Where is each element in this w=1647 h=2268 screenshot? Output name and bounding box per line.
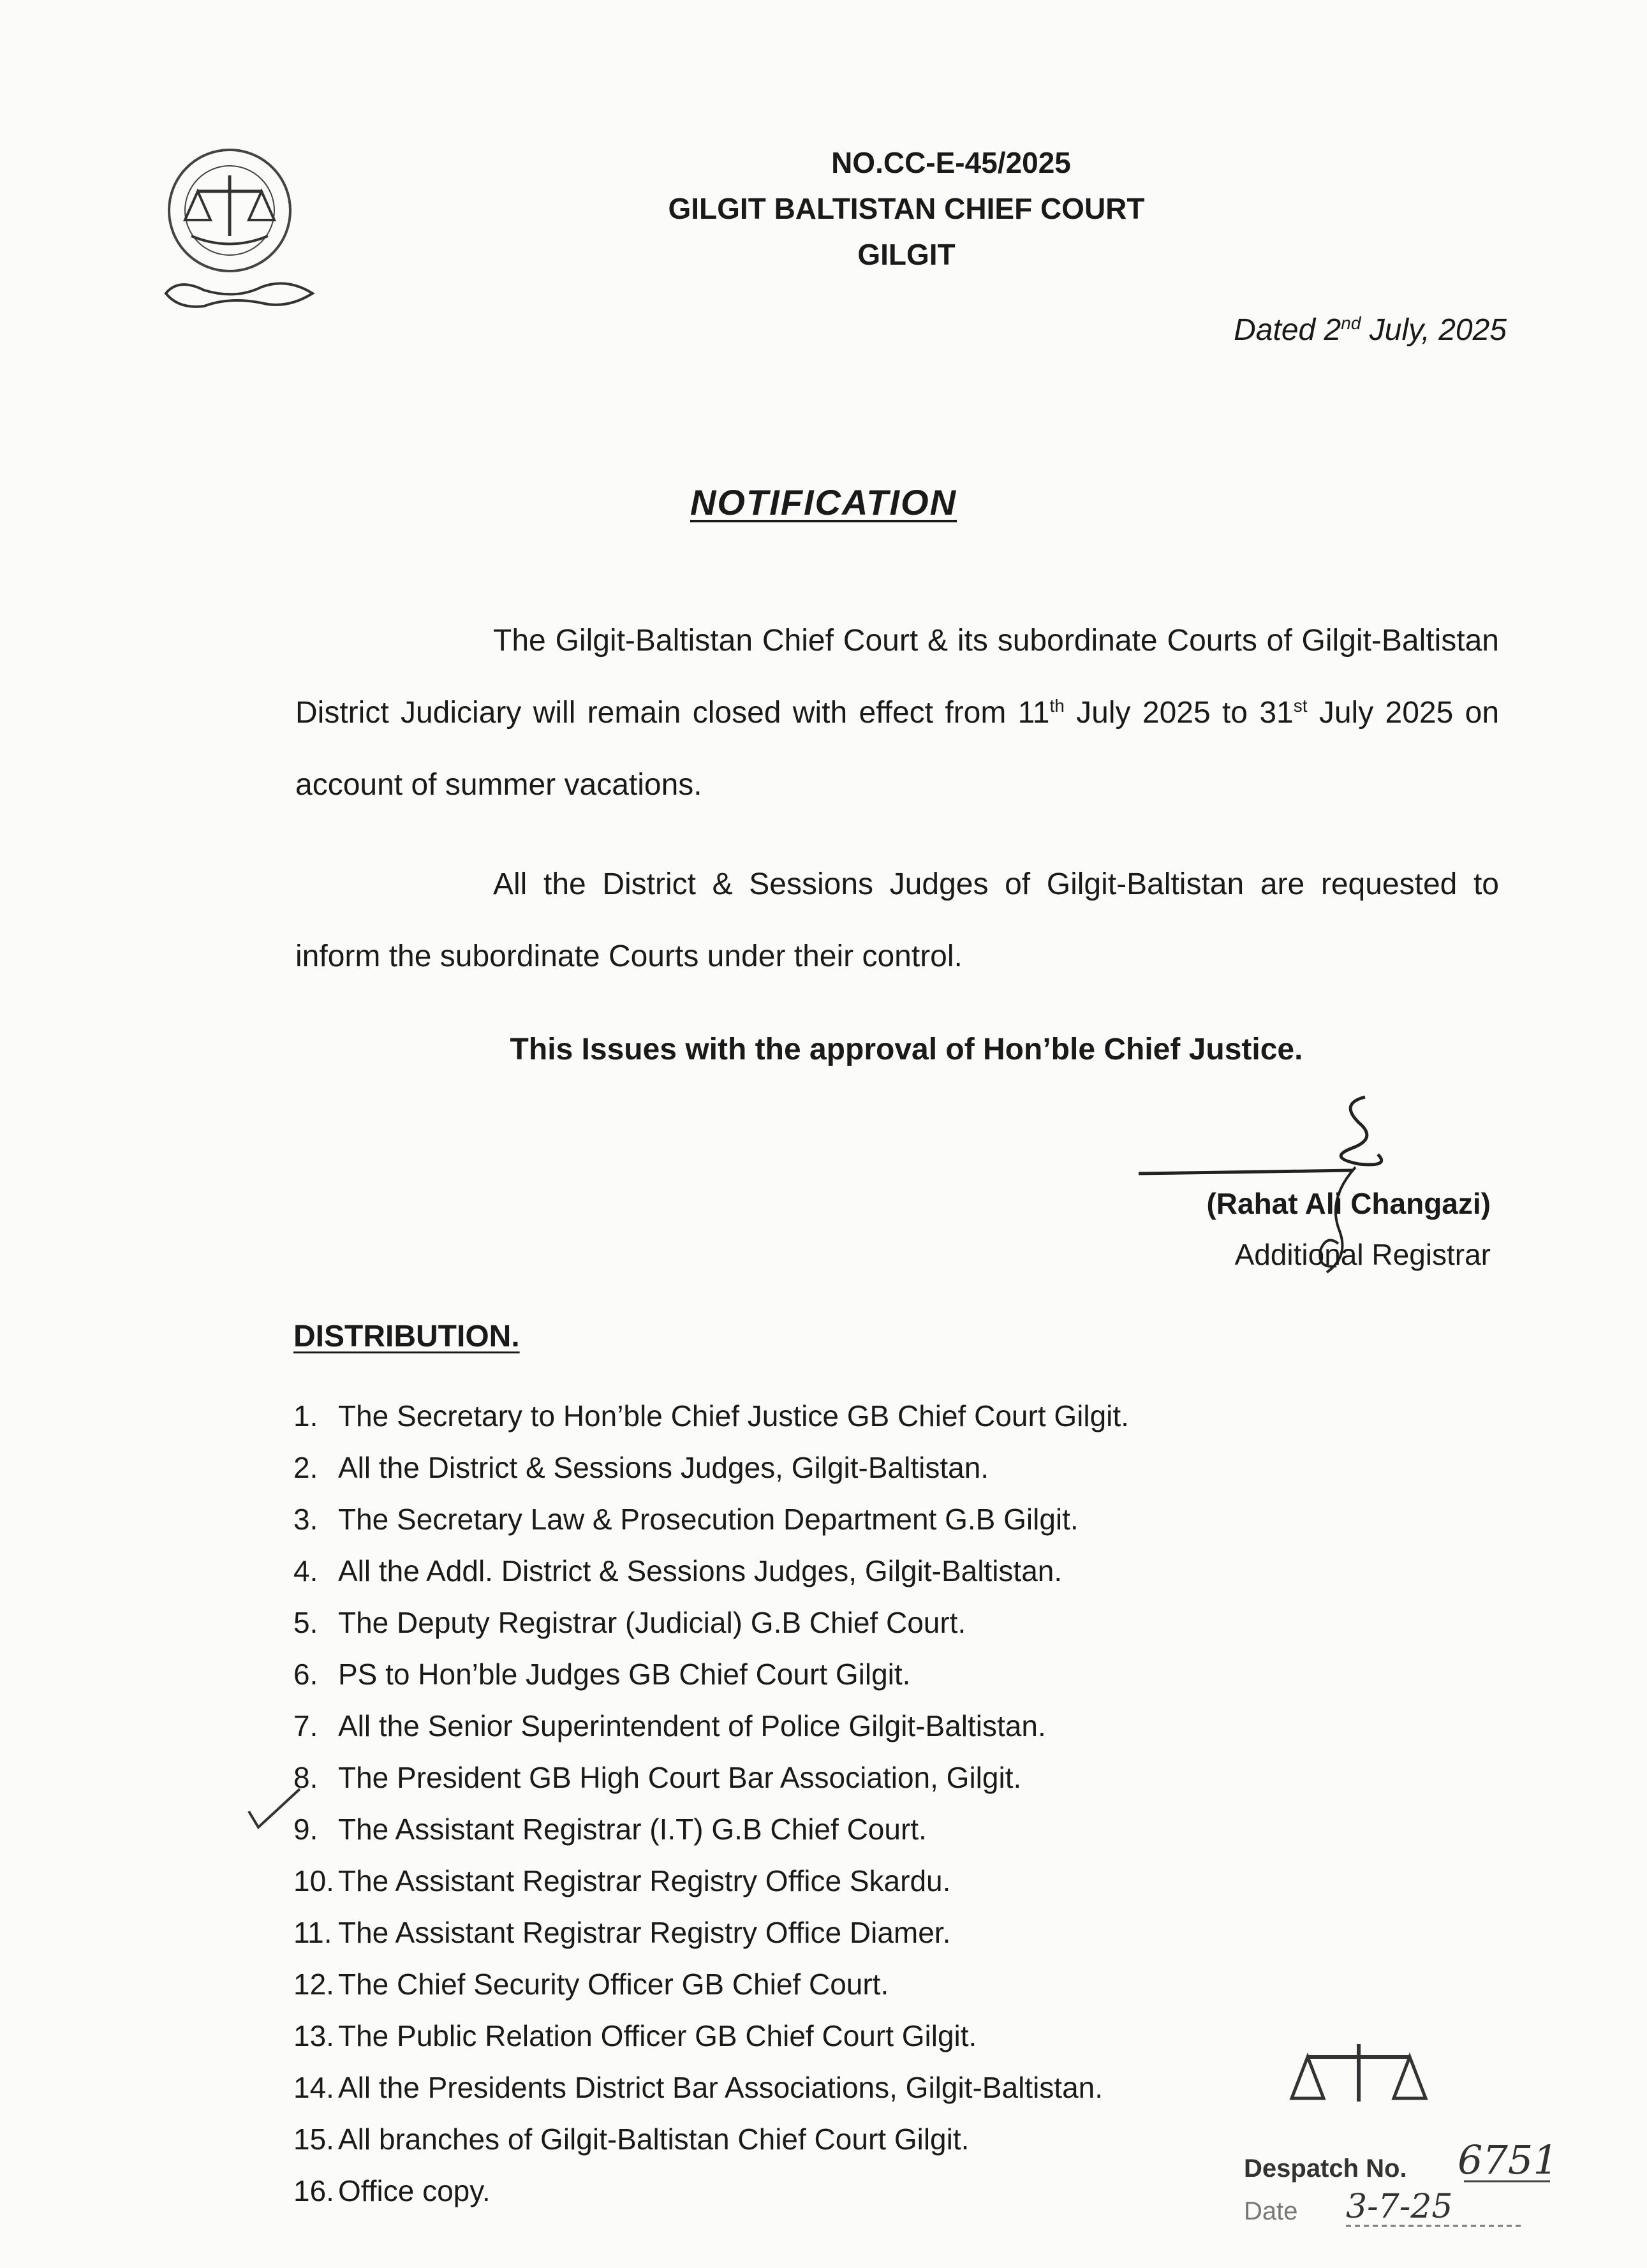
distribution-item bbox=[293, 1649, 1314, 1700]
despatch-label: Despatch No. bbox=[1244, 2154, 1407, 2183]
distribution-item-text: The Assistant Registrar Registry Office Diamer. bbox=[338, 1916, 951, 1949]
distribution-item-number: 5. bbox=[293, 1606, 318, 1639]
distribution-item-text: The Secretary Law & Prosecution Department G.B Gilgit. bbox=[338, 1503, 1079, 1536]
notification-title: NOTIFICATION bbox=[690, 482, 957, 522]
distribution-item bbox=[293, 1545, 1314, 1597]
despatch-date-value: 3-7-25 bbox=[1346, 2188, 1453, 2226]
distribution-item-text: The Chief Security Officer GB Chief Court. bbox=[338, 1968, 889, 2001]
notification-paragraph-2: All the District & Sessions Judges of Gilgit-Baltistan are requested to inform the subordinate Courts under their control. bbox=[295, 867, 1499, 973]
distribution-item-number: 3. bbox=[293, 1503, 318, 1536]
document-date: Dated 2nd July, 2025 bbox=[1234, 313, 1507, 347]
distribution-item-number: 4. bbox=[293, 1554, 318, 1587]
distribution-item bbox=[293, 1752, 1314, 1804]
despatch-number: 6751 bbox=[1458, 2137, 1558, 2183]
distribution-item bbox=[293, 1597, 1314, 1649]
distribution-item bbox=[293, 1907, 1314, 1959]
distribution-item bbox=[293, 1855, 1314, 1907]
distribution-item-text: The Public Relation Officer GB Chief Court Gilgit. bbox=[338, 2019, 977, 2052]
approval-statement: This Issues with the approval of Hon’ble Chief Justice. bbox=[510, 1033, 1303, 1066]
distribution-item bbox=[293, 2114, 1314, 2165]
distribution-item bbox=[293, 1442, 1314, 1494]
distribution-item bbox=[293, 1390, 1314, 1442]
distribution-item-number: 11. bbox=[293, 1916, 332, 1949]
distribution-item-text: All the Addl. District & Sessions Judges, Gilgit-Baltistan. bbox=[338, 1554, 1063, 1587]
distribution-list bbox=[293, 1390, 1314, 2217]
distribution-item-number: 2. bbox=[293, 1451, 318, 1484]
distribution-item bbox=[293, 1700, 1314, 1752]
despatch-stamp bbox=[1231, 2041, 1614, 2268]
distribution-item-text: All the Presidents District Bar Associations, Gilgit-Baltistan. bbox=[338, 2071, 1104, 2104]
distribution-item-text: All the Senior Superintendent of Police Gilgit-Baltistan. bbox=[338, 1709, 1046, 1742]
distribution-item-number: 1. bbox=[293, 1399, 318, 1432]
distribution-item-number: 8. bbox=[293, 1761, 318, 1794]
distribution-item-text: The Assistant Registrar Registry Office Skardu. bbox=[338, 1864, 951, 1897]
distribution-item bbox=[293, 2165, 1314, 2217]
distribution-item-number: 7. bbox=[293, 1709, 318, 1742]
distribution-item-number: 13. bbox=[293, 2019, 334, 2052]
distribution-item-number: 10. bbox=[293, 1864, 334, 1897]
distribution-item-number: 9. bbox=[293, 1813, 318, 1846]
distribution-item-text: The Deputy Registrar (Judicial) G.B Chief Court. bbox=[338, 1606, 966, 1639]
distribution-title: DISTRIBUTION. bbox=[293, 1320, 520, 1353]
distribution-item-text: The Assistant Registrar (I.T) G.B Chief Court. bbox=[338, 1813, 927, 1846]
distribution-item-text: All the District & Sessions Judges, Gilgit-Baltistan. bbox=[338, 1451, 989, 1484]
distribution-item-text: Office copy. bbox=[338, 2174, 491, 2207]
distribution-item-number: 6. bbox=[293, 1658, 318, 1691]
distribution-item-number: 15. bbox=[293, 2123, 334, 2156]
distribution-item-text: All branches of Gilgit-Baltistan Chief Court Gilgit. bbox=[338, 2123, 970, 2156]
distribution-item-text: PS to Hon’ble Judges GB Chief Court Gilgit. bbox=[338, 1658, 911, 1691]
court-name: GILGIT BALTISTAN CHIEF COURT bbox=[668, 192, 1145, 225]
distribution-item-text: The Secretary to Hon’ble Chief Justice GB Chief Court Gilgit. bbox=[338, 1399, 1129, 1432]
distribution-item bbox=[293, 1959, 1314, 2010]
despatch-date-label: Date bbox=[1244, 2197, 1298, 2225]
distribution-item-number: 12. bbox=[293, 1968, 334, 2001]
distribution-item-text: The President GB High Court Bar Association, Gilgit. bbox=[338, 1761, 1022, 1794]
distribution-item bbox=[293, 1804, 1314, 1855]
court-city: GILGIT bbox=[857, 238, 956, 271]
signatory-name: (Rahat Ali Changazi) bbox=[1206, 1187, 1491, 1220]
distribution-item-number: 14. bbox=[293, 2071, 334, 2104]
distribution-item bbox=[293, 2062, 1314, 2114]
distribution-item bbox=[293, 2010, 1314, 2062]
signatory-title: Additional Registrar bbox=[1234, 1238, 1491, 1271]
notification-paragraph-1: The Gilgit-Baltistan Chief Court & its subordinate Courts of Gilgit-Baltistan District Judiciary will remain closed with effect from 11th July 2025 to 31st July 2025 on account of summer vacations. bbox=[295, 624, 1500, 802]
reference-number: NO.CC-E-45/2025 bbox=[831, 146, 1071, 179]
distribution-item-number: 16. bbox=[293, 2174, 334, 2207]
distribution-item bbox=[293, 1494, 1314, 1545]
